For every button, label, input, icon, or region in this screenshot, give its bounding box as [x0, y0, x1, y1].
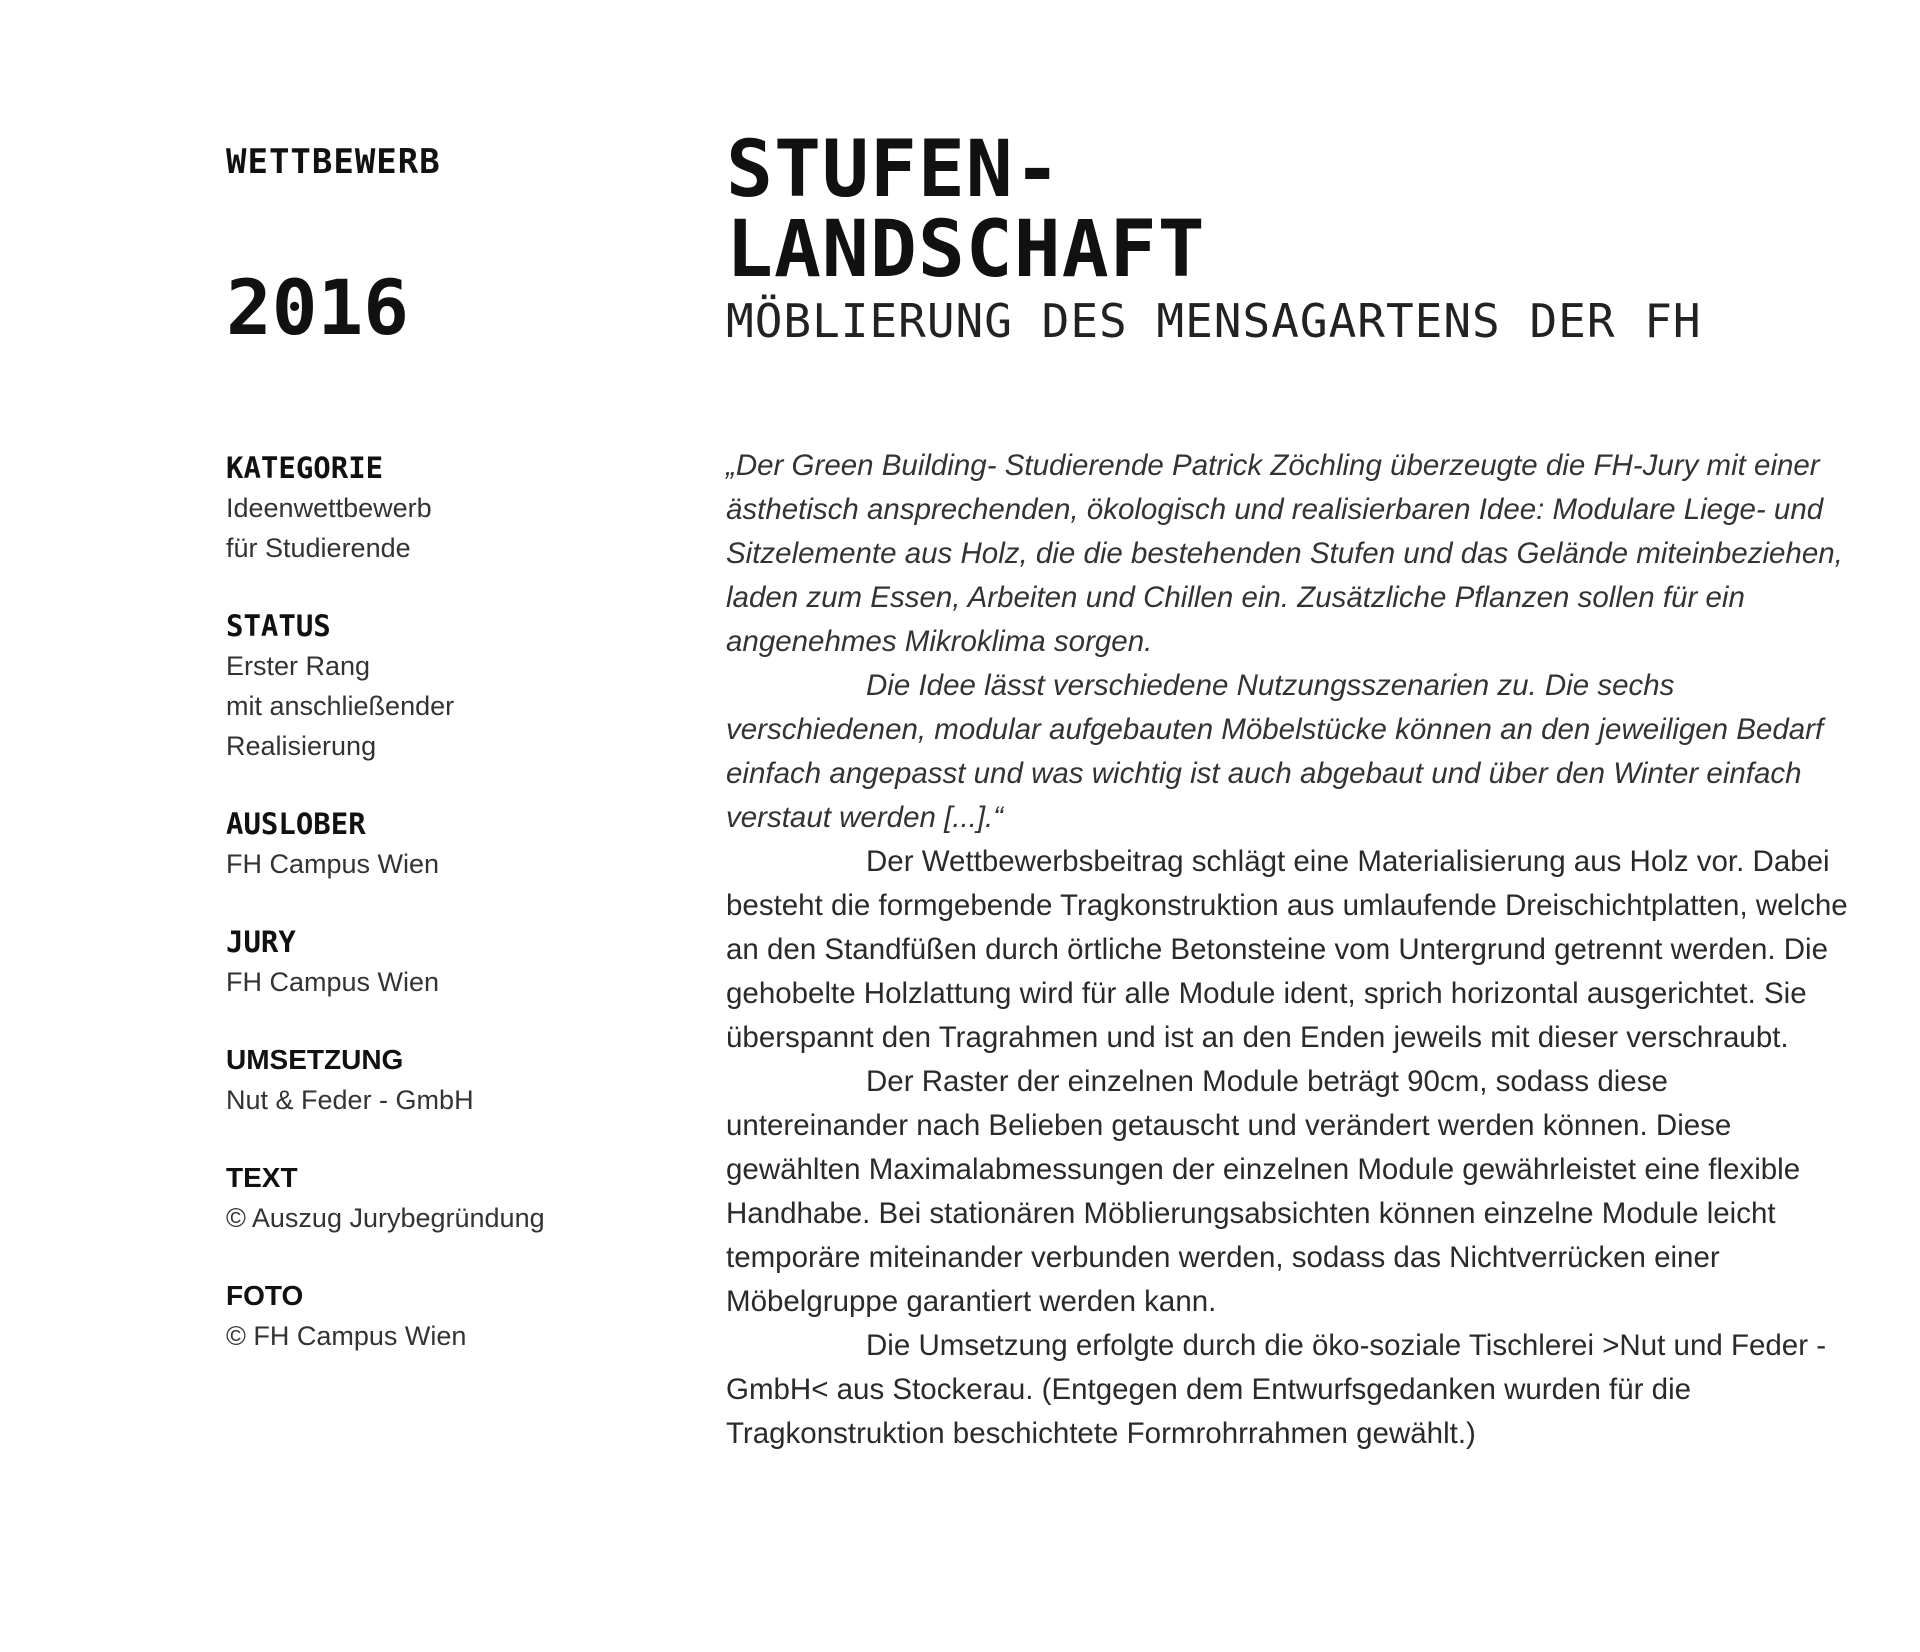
- meta-jury: [226, 922, 706, 1002]
- section-kicker: WETTBEWERB: [226, 142, 441, 182]
- project-meta: [226, 448, 706, 1394]
- body-paragraph: Der Wettbewerbsbeitrag schlägt eine Materialisierung aus Holz vor. Dabei besteht die formgebende Tragkonstruktion aus umlaufende Dreischichtplatten, welche an den Standfüßen durch örtliche Betonsteine vom Untergrund getrennt werden. Die gehobelte Holzlattung wird für alle Module ident, sprich horizontal ausgerichtet. Sie überspannt den Tragrahmen und ist an den Enden jeweils mit dieser verschraubt.: [726, 845, 1848, 1054]
- meta-label: JURY: [226, 925, 296, 959]
- meta-value: © Auszug Jurybegründung: [226, 1203, 545, 1233]
- body-paragraph: Die Umsetzung erfolgte durch die öko-soziale Tischlerei >Nut und Feder - GmbH< aus Stockerau. (Entgegen dem Entwurfsgedanken wurden für die Tragkonstruktion beschichtete Formrohrrahmen gewählt.): [726, 1329, 1827, 1450]
- title-line: STUFEN-: [726, 125, 1062, 215]
- meta-value: © FH Campus Wien: [226, 1321, 467, 1351]
- meta-label: TEXT: [226, 1162, 298, 1193]
- project-subtitle: MÖBLIERUNG DES MENSAGARTENS DER FH: [726, 294, 1702, 348]
- meta-value: für Studierende: [226, 533, 411, 563]
- meta-label: AUSLOBER: [226, 807, 366, 841]
- meta-foto: [226, 1276, 706, 1356]
- jury-quote-paragraph: „Der Green Building- Studierende Patrick Zöchling überzeugte die FH-Jury mit einer ästhetisch ansprechenden, ökologisch und realisierbaren Idee: Modulare Liege- und Sitzelemente aus Holz, die die bestehenden Stufen und das Gelände miteinbeziehen, laden zum Essen, Arbeiten und Chillen ein. Zusätzliche Pflanzen sollen für ein angenehmes Mikroklima sorgen.: [726, 449, 1843, 658]
- meta-label: FOTO: [226, 1280, 304, 1311]
- meta-value: FH Campus Wien: [226, 967, 440, 997]
- project-title: [726, 125, 1206, 295]
- meta-kategorie: [226, 448, 706, 568]
- jury-quote-paragraph: Die Idee lässt verschiedene Nutzungsszenarien zu. Die sechs verschiedenen, modular aufgebauten Möbelstücke können an den jeweiligen Bedarf einfach angepasst und was wichtig ist auch abgebaut und über den Winter einfach verstaut werden [...].“: [726, 669, 1824, 834]
- meta-value: Realisierung: [226, 731, 377, 761]
- meta-label: KATEGORIE: [226, 451, 384, 485]
- meta-auslober: [226, 804, 706, 884]
- meta-umsetzung: [226, 1040, 706, 1120]
- body-paragraph: Der Raster der einzelnen Module beträgt 90cm, sodass diese untereinander nach Belieben getauscht und verändert werden können. Diese gewählten Maximalabmessungen der einzelnen Module gewährleistet eine flexible Handhabe. Bei stationären Möblierungsabsichten können einzelne Module leicht temporäre miteinander verbunden werden, sodass das Nichtverrücken einer Möbelgruppe garantiert werden kann.: [726, 1065, 1801, 1318]
- title-line: LANDSCHAFT: [726, 205, 1206, 295]
- meta-label: UMSETZUNG: [226, 1044, 404, 1075]
- body-text: [726, 444, 1856, 1456]
- meta-value: Ideenwettbewerb: [226, 493, 432, 523]
- meta-value: Nut & Feder - GmbH: [226, 1085, 474, 1115]
- meta-value: mit anschließender: [226, 691, 455, 721]
- meta-text: [226, 1158, 706, 1238]
- meta-value: FH Campus Wien: [226, 849, 440, 879]
- meta-label: STATUS: [226, 609, 331, 643]
- project-year: 2016: [226, 263, 410, 352]
- meta-value: Erster Rang: [226, 651, 371, 681]
- meta-status: [226, 606, 706, 766]
